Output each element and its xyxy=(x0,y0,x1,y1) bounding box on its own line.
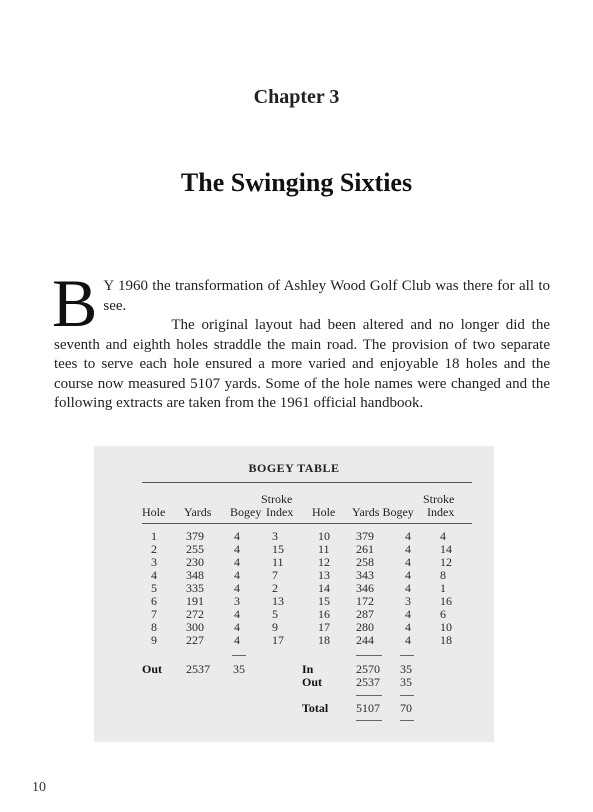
in-row-hole: 12 xyxy=(318,555,330,569)
out-total-label: Out xyxy=(142,662,163,676)
header-hole-2: Hole xyxy=(312,505,336,519)
in-row-index: 6 xyxy=(440,607,446,621)
in-bogey-dash xyxy=(400,655,414,656)
in-row-index: 14 xyxy=(440,542,452,556)
in-yards-dash xyxy=(356,655,382,656)
bogey-table-photo xyxy=(94,446,494,742)
out-row-bogey: 4 xyxy=(234,529,240,543)
bogey-table-title: BOGEY TABLE xyxy=(248,461,340,475)
out-bogey-dash xyxy=(232,655,246,656)
header-stroke: Stroke xyxy=(261,492,293,506)
header-index-2: Index xyxy=(427,505,455,519)
out-row-index: 7 xyxy=(272,568,278,582)
out-row-yards: 300 xyxy=(186,620,204,634)
chapter-label: Chapter 3 xyxy=(253,86,340,108)
out-row-bogey: 4 xyxy=(234,607,240,621)
in-row-yards: 346 xyxy=(356,581,374,595)
out-row-bogey: 3 xyxy=(234,594,240,608)
out-row-index: 13 xyxy=(272,594,284,608)
in-row-index: 18 xyxy=(440,633,452,647)
in-row-index: 4 xyxy=(440,529,446,543)
in-row-bogey: 4 xyxy=(405,620,411,634)
out-row-hole: 3 xyxy=(151,555,157,569)
out-row-bogey: 4 xyxy=(234,581,240,595)
in-row-bogey: 4 xyxy=(405,633,411,647)
total-yards-dash-top xyxy=(356,695,382,696)
out-repeat-label: Out xyxy=(302,675,323,689)
in-row-bogey: 4 xyxy=(405,555,411,569)
header-index: Index xyxy=(266,505,294,519)
header-yards: Yards xyxy=(184,505,212,519)
in-row-hole: 11 xyxy=(318,542,330,556)
header-stroke-2: Stroke xyxy=(423,492,455,506)
out-row-yards: 272 xyxy=(186,607,204,621)
out-row-bogey: 4 xyxy=(234,633,240,647)
out-row-index: 5 xyxy=(272,607,278,621)
out-row-hole: 4 xyxy=(151,568,157,582)
out-row-bogey: 4 xyxy=(234,568,240,582)
out-repeat-yards: 2537 xyxy=(356,675,380,689)
page-number: 10 xyxy=(32,780,46,795)
chapter-title: The Swinging Sixties xyxy=(180,168,413,197)
second-paragraph: The original layout had been altered and no longer did the seventh and eighth holes straddle the main road. The provision of two separate tees to serve each hole ensured a more varied and enjoyable 18 holes and the course now measured 5107 yards. Some of the hole names were changed and the following extracts are taken from the 1961 official handbook. xyxy=(54,317,550,411)
in-row-hole: 15 xyxy=(318,594,330,608)
in-row-hole: 13 xyxy=(318,568,330,582)
out-row-yards: 230 xyxy=(186,555,204,569)
in-total-yards: 2570 xyxy=(356,662,380,676)
out-row-hole: 1 xyxy=(151,529,157,543)
out-row-hole: 6 xyxy=(151,594,157,608)
in-row-hole: 17 xyxy=(318,620,330,634)
header-yards-bogey-2: Yards Bogey xyxy=(352,505,414,519)
in-row-yards: 287 xyxy=(356,607,374,621)
out-row-yards: 191 xyxy=(186,594,204,608)
in-row-hole: 10 xyxy=(318,529,330,543)
total-bogey-dash-bottom xyxy=(400,720,414,721)
out-row-hole: 5 xyxy=(151,581,157,595)
out-row-yards: 255 xyxy=(186,542,204,556)
out-row-bogey: 4 xyxy=(234,555,240,569)
in-row-yards: 258 xyxy=(356,555,374,569)
out-row-index: 9 xyxy=(272,620,278,634)
out-row-hole: 9 xyxy=(151,633,157,647)
in-row-hole: 14 xyxy=(318,581,330,595)
out-row-index: 17 xyxy=(272,633,284,647)
total-bogey-dash-top xyxy=(400,695,414,696)
header-bogey: Bogey xyxy=(230,505,262,519)
grand-total-label: Total xyxy=(302,701,329,715)
in-row-hole: 16 xyxy=(318,607,330,621)
in-row-bogey: 4 xyxy=(405,568,411,582)
out-row-yards: 379 xyxy=(186,529,204,543)
in-row-bogey: 4 xyxy=(405,607,411,621)
in-row-bogey: 4 xyxy=(405,542,411,556)
in-row-index: 12 xyxy=(440,555,452,569)
out-row-hole: 8 xyxy=(151,620,157,634)
in-row-yards: 280 xyxy=(356,620,374,634)
in-row-yards: 379 xyxy=(356,529,374,543)
out-row-hole: 7 xyxy=(151,607,157,621)
table-top-rule xyxy=(142,482,472,483)
table-header-rule xyxy=(142,523,472,524)
out-row-index: 2 xyxy=(272,581,278,595)
in-total-bogey: 35 xyxy=(400,662,412,676)
in-row-yards: 244 xyxy=(356,633,374,647)
in-row-bogey: 4 xyxy=(405,529,411,543)
out-row-bogey: 4 xyxy=(234,542,240,556)
in-row-index: 8 xyxy=(440,568,446,582)
out-row-index: 11 xyxy=(272,555,284,569)
in-row-bogey: 3 xyxy=(405,594,411,608)
in-row-index: 1 xyxy=(440,581,446,595)
header-hole: Hole xyxy=(142,505,166,519)
in-row-bogey: 4 xyxy=(405,581,411,595)
out-row-yards: 348 xyxy=(186,568,204,582)
out-total-bogey: 35 xyxy=(233,662,245,676)
in-total-label: In xyxy=(302,662,314,676)
out-row-yards: 335 xyxy=(186,581,204,595)
out-total-yards: 2537 xyxy=(186,662,210,676)
in-row-index: 10 xyxy=(440,620,452,634)
in-row-yards: 261 xyxy=(356,542,374,556)
out-row-yards: 227 xyxy=(186,633,204,647)
first-paragraph: Y 1960 the transformation of Ashley Wood Golf Club was there for all to see. xyxy=(103,278,550,314)
out-row-index: 15 xyxy=(272,542,284,556)
grand-total-bogey: 70 xyxy=(400,701,412,715)
in-row-yards: 172 xyxy=(356,594,374,608)
grand-total-yards: 5107 xyxy=(356,701,380,715)
in-row-yards: 343 xyxy=(356,568,374,582)
out-repeat-bogey: 35 xyxy=(400,675,412,689)
total-yards-dash-bottom xyxy=(356,720,382,721)
drop-cap: B xyxy=(52,265,98,341)
body-text xyxy=(52,265,550,414)
in-row-index: 16 xyxy=(440,594,452,608)
out-row-index: 3 xyxy=(272,529,278,543)
in-row-hole: 18 xyxy=(318,633,330,647)
out-row-hole: 2 xyxy=(151,542,157,556)
out-row-bogey: 4 xyxy=(234,620,240,634)
